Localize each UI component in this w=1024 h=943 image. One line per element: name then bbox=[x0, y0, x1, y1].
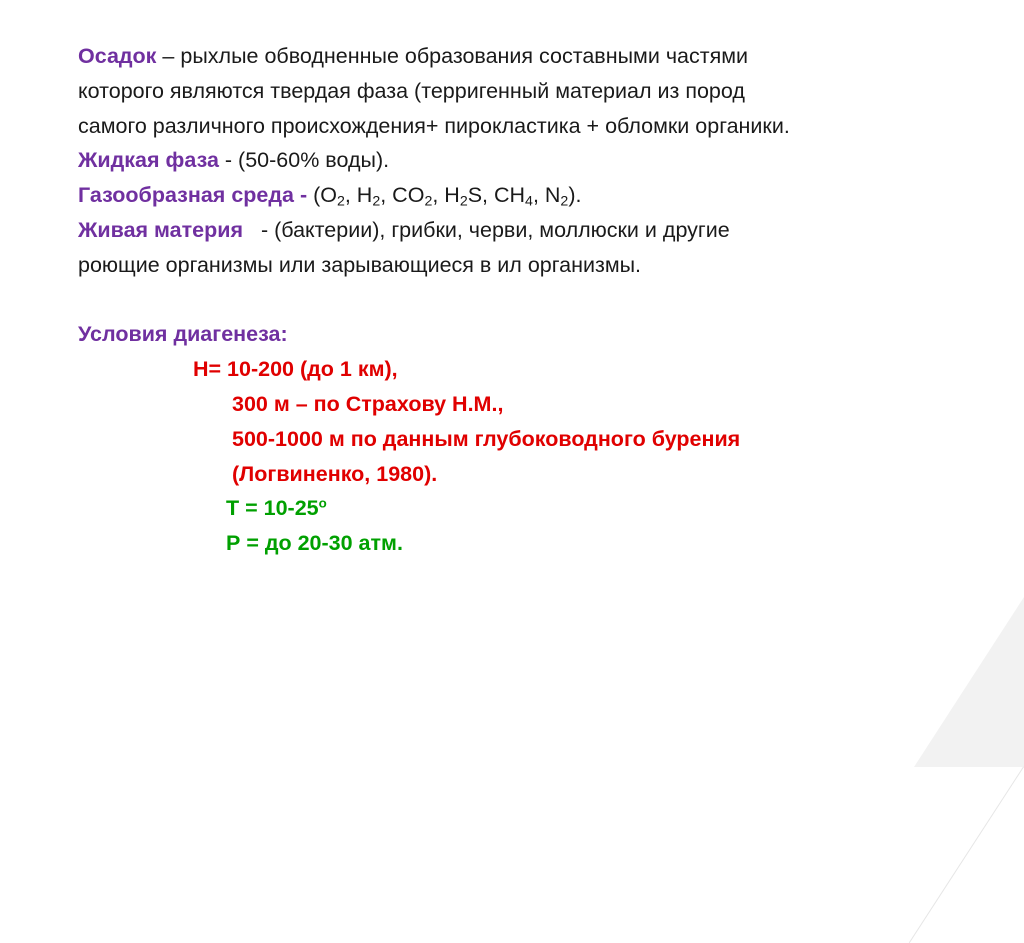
liquid-phase-line bbox=[78, 143, 978, 178]
gas-medium-line bbox=[78, 178, 978, 213]
gas-formula-part: , CO bbox=[380, 183, 425, 208]
sediment-definition-line-2: которого являются твердая фаза (терригенный материал из пород bbox=[78, 78, 745, 103]
degree-superscript: о bbox=[318, 496, 327, 512]
gas-formula-part: ). bbox=[568, 183, 582, 208]
page-curl-decoration bbox=[914, 597, 1024, 767]
depth-line-1: Н= 10-200 (до 1 км), bbox=[193, 357, 398, 382]
temperature-text: Т = 10-25 bbox=[226, 496, 319, 521]
gas-formula-part: , N bbox=[532, 183, 561, 208]
conditions-title: Условия диагенеза: bbox=[78, 322, 288, 347]
depth-line-2: 300 м – по Страхову Н.М., bbox=[232, 391, 504, 416]
gas-formula-part: , H bbox=[344, 183, 373, 208]
gas-subscript: 2 bbox=[459, 193, 468, 210]
gas-subscript: 2 bbox=[424, 193, 433, 210]
spacer bbox=[78, 283, 978, 318]
slide-body bbox=[78, 39, 978, 561]
pressure-line: Р = до 20-30 атм. bbox=[226, 531, 403, 556]
gas-formula-part: S, CH bbox=[467, 183, 526, 208]
gas-formula-part: , H bbox=[432, 183, 460, 208]
sediment-definition-line-3: самого различного происхождения+ пирокластика + обломки органики. bbox=[78, 113, 790, 138]
sediment-definition-text: – рыхлые обводненные образования составными частями bbox=[156, 44, 749, 68]
page-curl-edge bbox=[909, 766, 1024, 943]
sediment-definition-line-1 bbox=[78, 39, 978, 74]
liquid-phase-text: - (50-60% воды). bbox=[218, 148, 390, 173]
living-matter-line-1 bbox=[78, 213, 978, 248]
living-matter-text: - (бактерии), грибки, черви, моллюски и другие bbox=[243, 217, 730, 242]
term-liquid-phase: Жидкая фаза bbox=[78, 148, 219, 173]
gas-subscript: 2 bbox=[336, 193, 345, 210]
depth-line-4: (Логвиненко, 1980). bbox=[232, 461, 438, 486]
depth-line-3: 500-1000 м по данным глубоководного бурения bbox=[232, 426, 741, 451]
gas-subscript: 2 bbox=[372, 193, 381, 210]
living-matter-line-2: роющие организмы или зарывающиеся в ил организмы. bbox=[78, 252, 642, 277]
term-gas-medium: Газообразная среда - bbox=[78, 183, 308, 208]
temperature-line bbox=[78, 491, 978, 526]
term-living-matter: Живая материя bbox=[78, 217, 244, 242]
gas-subscript: 4 bbox=[525, 193, 533, 210]
term-sediment: Осадок bbox=[78, 44, 157, 68]
gas-formula-part: (O bbox=[307, 183, 337, 208]
gas-subscript: 2 bbox=[560, 193, 569, 210]
